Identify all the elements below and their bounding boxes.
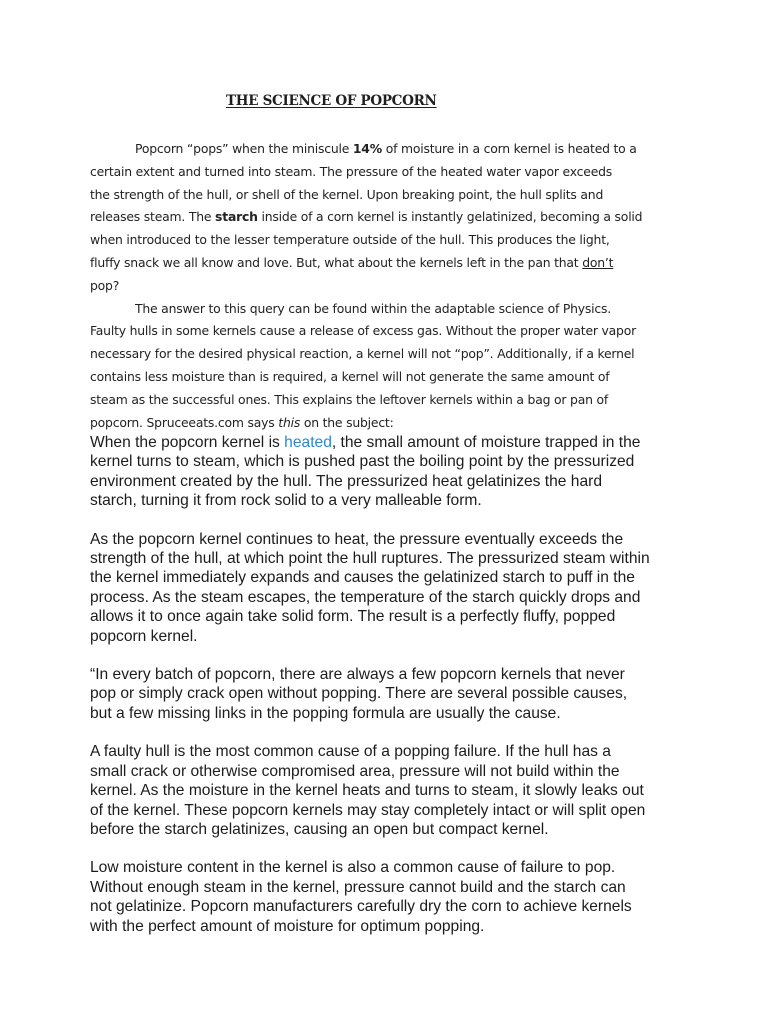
essay-body — [90, 138, 688, 434]
quoted-source-text — [90, 433, 680, 936]
quote-line: kernel. As the moisture in the kernel heats and turns to steam, it slowly leaks out — [90, 782, 644, 800]
quote-line: strength of the hull, at which point the hull ruptures. The pressurized steam within — [90, 550, 650, 568]
quote-line: As the popcorn kernel continues to heat, the pressure eventually exceeds the — [90, 530, 624, 548]
text-run: on the subject: — [300, 414, 394, 430]
text-run: fluffy snack we all know and love. But, what about the kernels left in the pan that — [90, 254, 583, 270]
quote-line: popcorn kernel. — [90, 627, 198, 645]
quote-line: Without enough steam in the kernel, pressure cannot build and the starch can — [90, 878, 626, 896]
essay-line: The answer to this query can be found within the adaptable science of Physics. — [135, 300, 612, 316]
essay-line: necessary for the desired physical reaction, a kernel will not “pop”. Additionally, if a kernel — [90, 346, 635, 362]
underlined-dont: don’t — [582, 254, 614, 270]
quote-paragraph-4 — [90, 742, 680, 839]
text-run: Popcorn “pops” when the miniscule — [135, 141, 353, 156]
essay-line: the strength of the hull, or shell of the kernel. Upon breaking point, the hull splits and — [90, 186, 604, 202]
essay-line — [90, 412, 688, 435]
essay-line — [90, 138, 688, 161]
quote-line: but a few missing links in the popping formula are usually the cause. — [90, 704, 561, 722]
quote-line: process. As the steam escapes, the temperature of the starch quickly drops and — [90, 588, 641, 606]
quote-line: small crack or otherwise compromised area, pressure will not build within the — [90, 762, 620, 780]
essay-line — [90, 206, 688, 229]
essay-line: when introduced to the lesser temperature outside of the hull. This produces the light, — [90, 232, 610, 248]
text-run: , the small amount of moisture trapped in the — [331, 434, 641, 451]
quote-line: pop or simply crack open without popping. There are several possible causes, — [90, 685, 628, 703]
quote-line: kernel turns to steam, which is pushed past the boiling point by the pressurized — [90, 453, 635, 471]
essay-paragraph-1 — [90, 138, 688, 298]
essay-line: Faulty hulls in some kernels cause a release of excess gas. Without the proper water vapor — [90, 323, 636, 339]
text-run: popcorn. Spruceeats.com says — [90, 414, 279, 430]
text-run: inside of a corn kernel is instantly gelatinized, becoming a solid — [257, 209, 643, 225]
essay-line: contains less moisture than is required, a kernel will not generate the same amount of — [90, 368, 610, 384]
quote-line: the kernel immediately expands and causes the gelatinized starch to puff in the — [90, 569, 635, 587]
quote-line: not gelatinize. Popcorn manufacturers carefully dry the corn to achieve kernels — [90, 898, 632, 916]
quote-line: environment created by the hull. The pressurized heat gelatinizes the hard — [90, 472, 603, 490]
quote-line: before the starch gelatinizes, causing an open but compact kernel. — [90, 820, 549, 838]
document-title: THE SCIENCE OF POPCORN — [226, 93, 437, 109]
quote-line: with the perfect amount of moisture for optimum popping. — [90, 917, 485, 935]
italic-this: this — [278, 414, 301, 430]
quote-line: starch, turning it from rock solid to a very malleable form. — [90, 492, 482, 510]
essay-line: pop? — [90, 277, 120, 293]
quote-line: A faulty hull is the most common cause of a popping failure. If the hull has a — [90, 743, 611, 761]
quote-line: allows it to once again take solid form. The result is a perfectly fluffy, popped — [90, 608, 616, 626]
quote-line — [90, 433, 680, 452]
essay-paragraph-2 — [90, 298, 688, 435]
quote-paragraph-1 — [90, 433, 680, 511]
text-run: of moisture in a corn kernel is heated to a — [381, 141, 637, 156]
quote-paragraph-3 — [90, 665, 680, 723]
essay-line — [90, 252, 688, 275]
text-run: releases steam. The — [90, 209, 216, 225]
heated-link[interactable]: heated — [284, 434, 332, 451]
quote-paragraph-5 — [90, 858, 680, 936]
quote-line: “In every batch of popcorn, there are always a few popcorn kernels that never — [90, 666, 625, 684]
quote-line: Low moisture content in the kernel is also a common cause of failure to pop. — [90, 859, 616, 877]
bold-starch: starch — [215, 209, 258, 225]
quote-paragraph-2 — [90, 530, 680, 646]
quote-line: of the kernel. These popcorn kernels may stay completely intact or will split open — [90, 801, 646, 819]
text-run: When the popcorn kernel is — [90, 434, 285, 451]
essay-line: steam as the successful ones. This explains the leftover kernels within a bag or pan of — [90, 391, 609, 407]
essay-line: certain extent and turned into steam. The pressure of the heated water vapor exceeds — [90, 163, 613, 179]
bold-percentage: 14% — [352, 141, 382, 156]
